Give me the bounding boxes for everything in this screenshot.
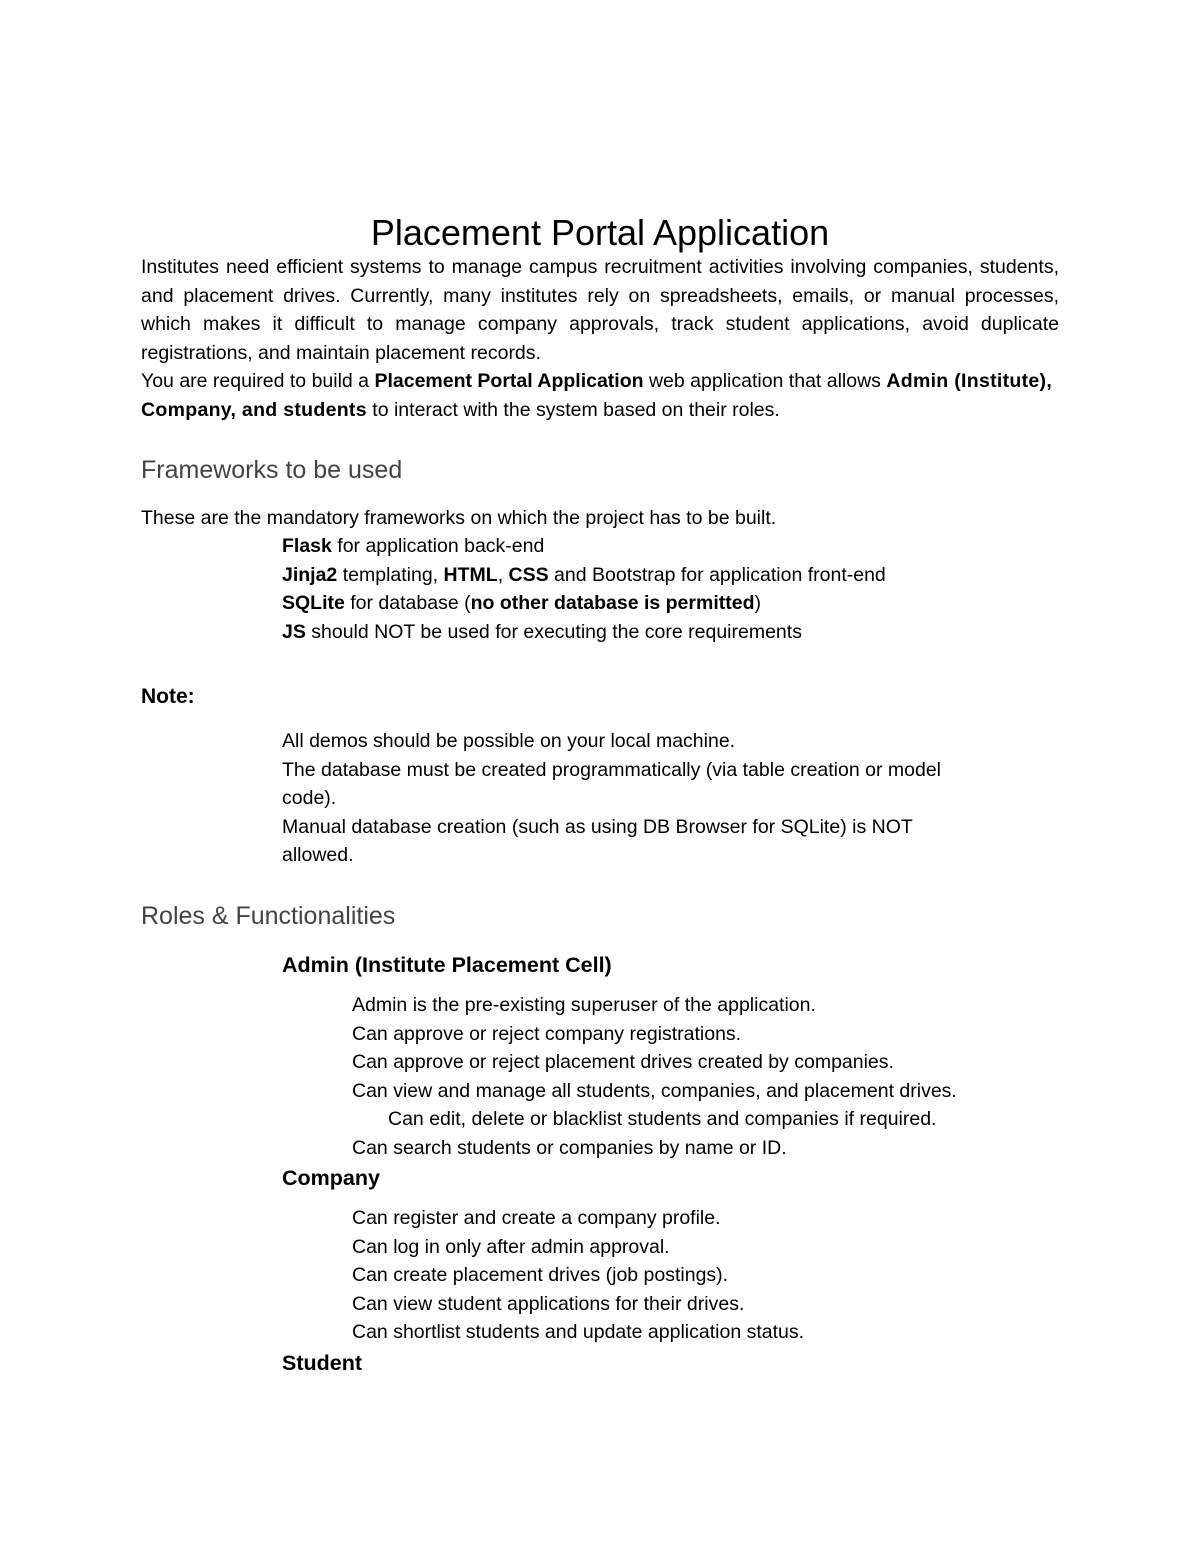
admin-function-subitem: Can edit, delete or blacklist students and companies if required.: [388, 1108, 937, 1131]
note-line: allowed.: [282, 844, 354, 867]
admin-function-item: Can approve or reject placement drives created by companies.: [352, 1051, 894, 1074]
framework-name: CSS: [508, 563, 549, 586]
admin-function-item: Admin is the pre-existing superuser of the application.: [352, 994, 816, 1016]
company-function-item: Can view student applications for their drives.: [352, 1292, 745, 1315]
student-role-title: Student: [282, 1351, 363, 1375]
framework-item-jinja: [282, 561, 886, 590]
company-function-item: Can create placement drives (job postings).: [352, 1264, 729, 1287]
frameworks-lead-block: [141, 504, 776, 533]
admin-function-item: Can search students or companies by name or ID.: [352, 1136, 787, 1159]
note-line: All demos should be possible on your local machine.: [282, 730, 736, 752]
admin-role-title: Admin (Institute Placement Cell): [282, 953, 612, 977]
framework-item-sqlite: [282, 589, 886, 618]
frameworks-lead: These are the mandatory frameworks on which the project has to be built.: [141, 507, 777, 529]
framework-name: Jinja2: [282, 563, 338, 586]
frameworks-list: [282, 532, 886, 646]
intro-paragraph: Institutes need efficient systems to manage campus recruitment activities involving companies, students, and placement drives. Currently, many institutes rely on spreadsheets, emails, or manual processes, which makes it difficult to manage company approvals, track student applications, avoid duplicate registrations, and maintain placement records.: [141, 256, 1059, 364]
page-title: Placement Portal Application: [370, 212, 830, 254]
framework-desc: ): [754, 592, 761, 615]
framework-name: Flask: [282, 535, 332, 557]
admin-function-item: Can approve or reject company registrations.: [352, 1022, 742, 1045]
note-list: [282, 727, 941, 870]
framework-item-js: [282, 618, 886, 647]
intro-text: to interact with the system based on their roles.: [366, 398, 780, 421]
framework-emphasis: no other database is permitted: [470, 592, 755, 615]
company-role-title: Company: [282, 1166, 380, 1190]
company-function-item: Can shortlist students and update application status.: [352, 1321, 805, 1344]
framework-item-flask: [282, 532, 886, 561]
admin-function-item: Can view and manage all students, companies, and placement drives.: [352, 1079, 957, 1102]
note-label: Note:: [141, 685, 195, 708]
framework-desc: for application back-end: [331, 535, 545, 557]
company-function-item: Can log in only after admin approval.: [352, 1235, 670, 1258]
intro-requirement-paragraph: [141, 367, 1059, 424]
framework-name: HTML: [443, 563, 498, 586]
framework-desc: for database (: [344, 592, 471, 615]
note-line: code).: [282, 787, 337, 810]
intro-roles: Admin (Institute), Company, and students: [141, 370, 1053, 421]
framework-desc: and Bootstrap for application front-end: [548, 563, 886, 586]
frameworks-heading: Frameworks to be used: [141, 456, 403, 484]
framework-desc: ,: [497, 563, 509, 586]
note-line: The database must be created programmatically (via table creation or model: [282, 758, 941, 781]
intro-text: web application that allows: [643, 370, 887, 393]
framework-name: SQLite: [282, 592, 345, 615]
intro-app-name: Placement Portal Application: [374, 370, 644, 393]
note-line: Manual database creation (such as using DB Browser for SQLite) is NOT: [282, 815, 913, 838]
admin-functions-list: [352, 991, 957, 1163]
intro-text: You are required to build a: [141, 370, 375, 393]
framework-desc: templating,: [337, 563, 444, 586]
intro-section: [141, 253, 1059, 425]
roles-heading: Roles & Functionalities: [141, 902, 396, 930]
framework-desc: should NOT be used for executing the core requirements: [305, 620, 802, 643]
company-function-item: Can register and create a company profile.: [352, 1207, 721, 1229]
company-functions-list: [352, 1204, 804, 1347]
framework-name: JS: [282, 620, 306, 643]
